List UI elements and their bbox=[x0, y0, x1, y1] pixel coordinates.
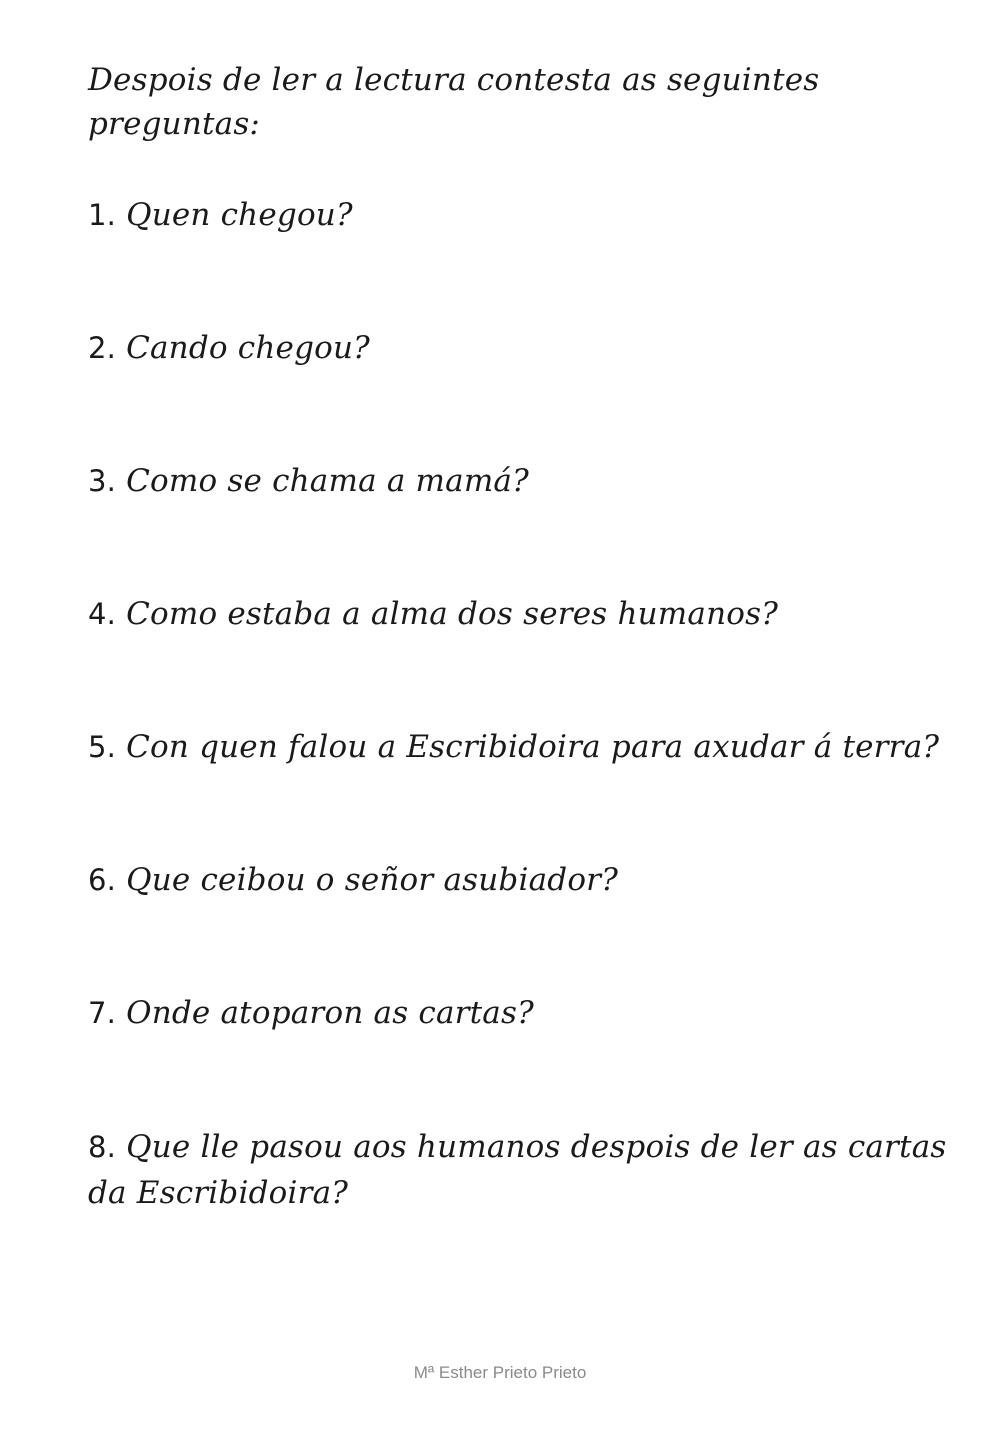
question-text: Que ceibou o señor asubiador? bbox=[126, 862, 619, 898]
question-text: Onde atoparon as cartas? bbox=[126, 995, 534, 1031]
question-text: Cando chegou? bbox=[126, 330, 370, 366]
question-number: 6. bbox=[88, 863, 117, 897]
question-7 bbox=[88, 990, 948, 1036]
instructions-text: Despois de ler a lectura contesta as seguintes preguntas: bbox=[88, 62, 820, 142]
question-number: 7. bbox=[88, 996, 117, 1030]
question-4 bbox=[88, 591, 948, 637]
question-text: Quen chegou? bbox=[126, 197, 353, 233]
question-text: Como se chama a mamá? bbox=[126, 463, 529, 499]
question-8 bbox=[88, 1124, 948, 1216]
question-text: Como estaba a alma dos seres humanos? bbox=[126, 596, 779, 632]
question-number: 4. bbox=[88, 597, 117, 631]
question-number: 1. bbox=[88, 198, 117, 232]
question-number: 2. bbox=[88, 331, 117, 365]
question-number: 5. bbox=[88, 730, 117, 764]
question-6 bbox=[88, 857, 948, 903]
question-number: 8. bbox=[88, 1130, 117, 1164]
question-1 bbox=[88, 192, 948, 238]
question-2 bbox=[88, 325, 948, 371]
question-3 bbox=[88, 458, 948, 504]
question-text: Que lle pasou aos humanos despois de ler as cartas da Escribidoira? bbox=[88, 1129, 947, 1211]
question-number: 3. bbox=[88, 464, 117, 498]
question-text: Con quen falou a Escribidoira para axudar á terra? bbox=[126, 729, 940, 765]
author-footer: Mª Esther Prieto Prieto bbox=[413, 1363, 587, 1382]
question-5 bbox=[88, 724, 948, 770]
